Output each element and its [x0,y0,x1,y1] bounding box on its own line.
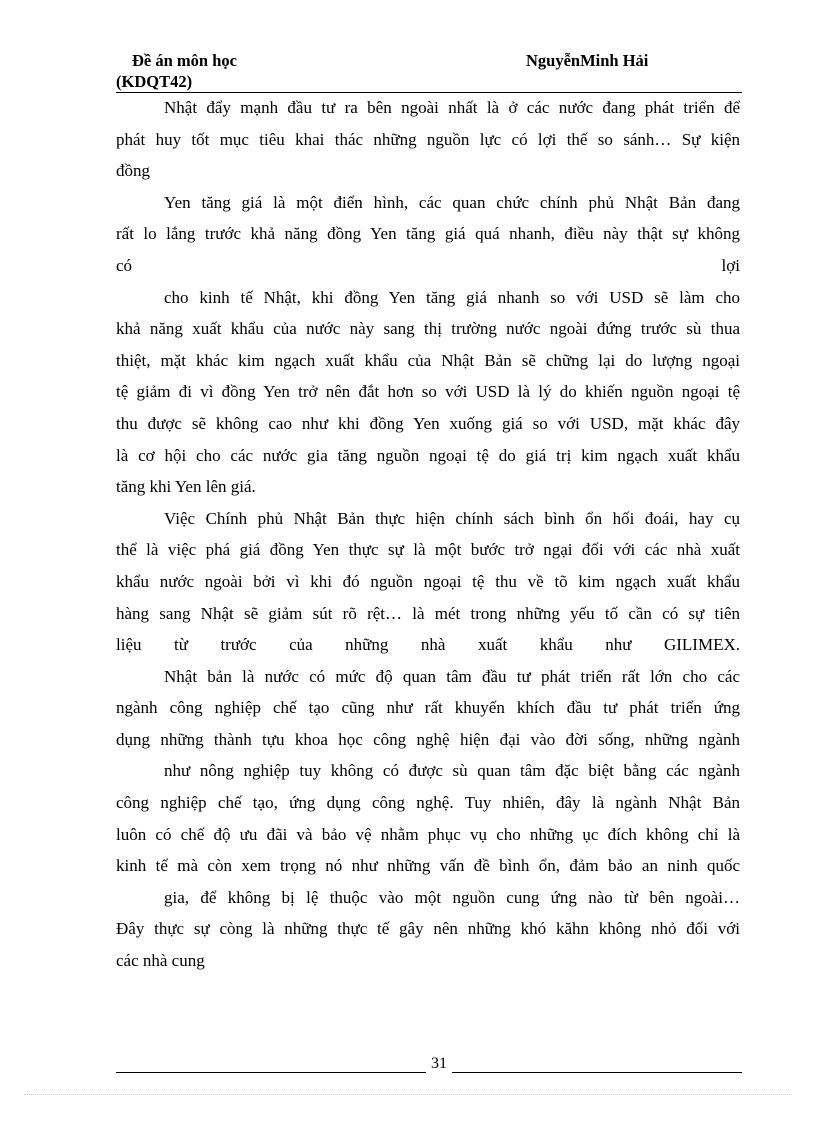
text-line: khẩu nước ngoài bởi vì khi đó nguồn ngoại tệ thu về tõ kim ngạch xuất khẩu [116,571,740,591]
text-line: kinh tế mà còn xem trọng nó như những vấn đề bình ổn, đảm bảo an ninh quốc [116,856,740,876]
author-name: NguyễnMinh Hải [526,51,649,70]
text-line: thu được sẽ không cao như khi đồng Yen xuống giá so với USD, mặt khác đây [116,413,740,433]
text-line: Yen tăng giá là một điển hình, các quan chức chính phủ Nhật Bản đang [164,192,740,212]
text-line: Đây thực sự còng là những thực tế gây nên những khó kăhn không nhỏ đối với [116,919,740,939]
text-line: luôn có chế độ ưu đãi và bảo vệ nhằm phục vụ cho những ục đích không chỉ là [116,824,740,844]
page-footer [116,1052,742,1076]
text-line: gia, để không bị lệ thuộc vào một nguồn cung ứng nào từ bên ngoài… [164,887,740,907]
text-line: phát huy tốt mục tiêu khai thác những nguồn lực có lợi thế so sánh… Sự kiện [116,129,740,149]
text-line: khả năng xuất khẩu của nước này sang thị trường nước ngoài đứng trước sù thua [116,319,740,339]
text-line: Việc Chính phủ Nhật Bản thực hiện chính sách bình ổn hối đoái, hay cụ [164,508,740,528]
document-title: Đề án môn học [132,51,237,70]
text-line: rất lo lắng trước khả năng đồng Yen tăng giá quá nhanh, điều này thật sự không [116,224,740,244]
text-line: Nhật đẩy mạnh đầu tư ra bên ngoài nhất là ở các nước đang phát triển để [164,98,740,117]
text-line: đồng [116,161,150,181]
text-line: hàng sang Nhật sẽ giảm sút rõ rệt… là mét trong những yếu tố cần có sự tiên [116,603,740,623]
text-line: các nhà cung [116,951,205,971]
text-line: là cơ hội cho các nước gia tăng nguồn ngoại tệ do giá trị kim ngạch xuất khẩu [116,445,740,465]
text-line: thể là việc phá giá đồng Yen thực sự là một bước trở ngại đối với các nhà xuất [116,540,740,560]
text-line: có lợi [116,255,740,275]
text-line: tệ giảm đi vì đồng Yen trở nên đắt hơn so với USD là lý do khiến nguồn ngoại tệ [116,382,740,402]
body-text [116,92,740,977]
text-line: thiệt, mặt khác kim ngạch xuất khẩu của Nhật Bản sẽ chững lại do lượng ngoại [116,350,740,370]
page-number: 31 [431,1055,447,1072]
text-line: như nông nghiệp tuy không có được sù quan tâm đặc biệt bằng các ngành [164,761,740,781]
text-line: dụng những thành tựu khoa học công nghệ hiện đại vào đời sống, những ngành [116,729,740,749]
course-code: (KDQT42) [116,72,193,91]
footer-rule-right [452,1072,742,1073]
text-line: liệu từ trước của những nhà xuất khẩu như GILIMEX. [116,635,740,655]
page-bottom-separator [24,1094,792,1095]
text-line: Nhật bản là nước có mức độ quan tâm đầu tư phát triển rất lớn cho các [164,666,740,686]
text-line: công nghiệp chế tạo, ứng dụng công nghệ. Tuy nhiên, đây là ngành Nhật Bản [116,793,740,813]
footer-rule-left [116,1072,426,1073]
text-line: ngành công nghiệp chế tạo cũng như rất khuyến khích đầu tư phát triển ứng [116,698,740,718]
text-line: tăng khi Yen lên giá. [116,477,256,497]
text-line: cho kinh tế Nhật, khi đồng Yen tăng giá nhanh so với USD sẽ làm cho [164,287,740,307]
